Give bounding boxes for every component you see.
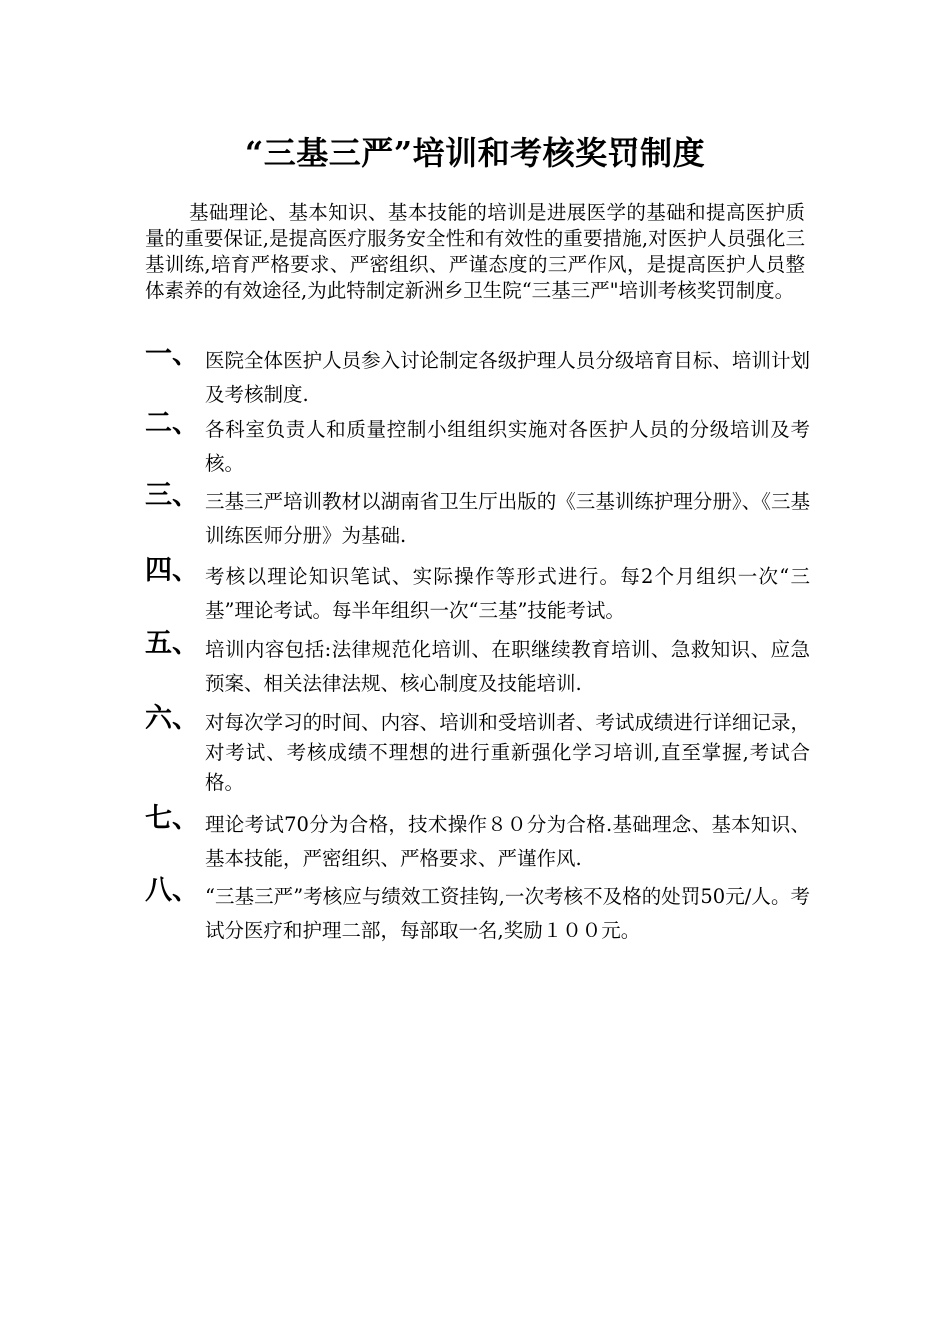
item-text: 医院全体医护人员参入讨论制定各级护理人员分级培育目标、培训计划及考核制度. [205, 349, 810, 406]
item-text: 考核以理论知识笔试、实际操作等形式进行。每2个月组织一次“三基”理论考试。每半年组织一次“三基”技能考试。 [205, 565, 810, 622]
item-number: 二、 [145, 408, 199, 439]
item-text: 各科室负责人和质量控制小组组织实施对各医护人员的分级培训及考核。 [205, 418, 810, 475]
item-text: “三基三严”考核应与绩效工资挂钩,一次考核不及格的处罚50元/人。考试分医疗和护理二部，每部取一名,奖励１００元。 [205, 885, 810, 942]
item-number: 四、 [145, 555, 199, 586]
item-text: 理论考试70分为合格，技术操作８０分为合格.基础理念、基本知识、基本技能，严密组织、严格要求、严谨作风. [205, 813, 810, 870]
item-number: 一、 [145, 339, 199, 370]
item-text: 培训内容包括:法律规范化培训、在职继续教育培训、急救知识、应急预案、相关法律法规、核心制度及技能培训. [205, 638, 810, 695]
item-number: 五、 [145, 628, 199, 659]
item-number: 八、 [145, 875, 199, 906]
document-title: “三基三严”培训和考核奖罚制度 [244, 134, 706, 172]
item-number: 三、 [145, 480, 199, 511]
item-text: 三基三严培训教材以湖南省卫生厅出版的《三基训练护理分册》、《三基训练医师分册》为基础. [205, 490, 810, 547]
item-number: 七、 [145, 803, 199, 834]
item-text: 对每次学习的时间、内容、培训和受培训者、考试成绩进行详细记录，对考试、考核成绩不理想的进行重新强化学习培训,直至掌握,考试合格。 [205, 711, 810, 794]
item-number: 六、 [145, 703, 199, 734]
intro-paragraph: 基础理论、基本知识、基本技能的培训是进展医学的基础和提高医护质量的重要保证,是提高医疗服务安全性和有效性的重要措施,对医护人员强化三基训练,培育严格要求、严密组织、严谨态度的三严作风，是提高医护人员整体素养的有效途径,为此特制定新洲乡卫生院“三基三严"培训考核奖罚制度。 [145, 201, 805, 302]
